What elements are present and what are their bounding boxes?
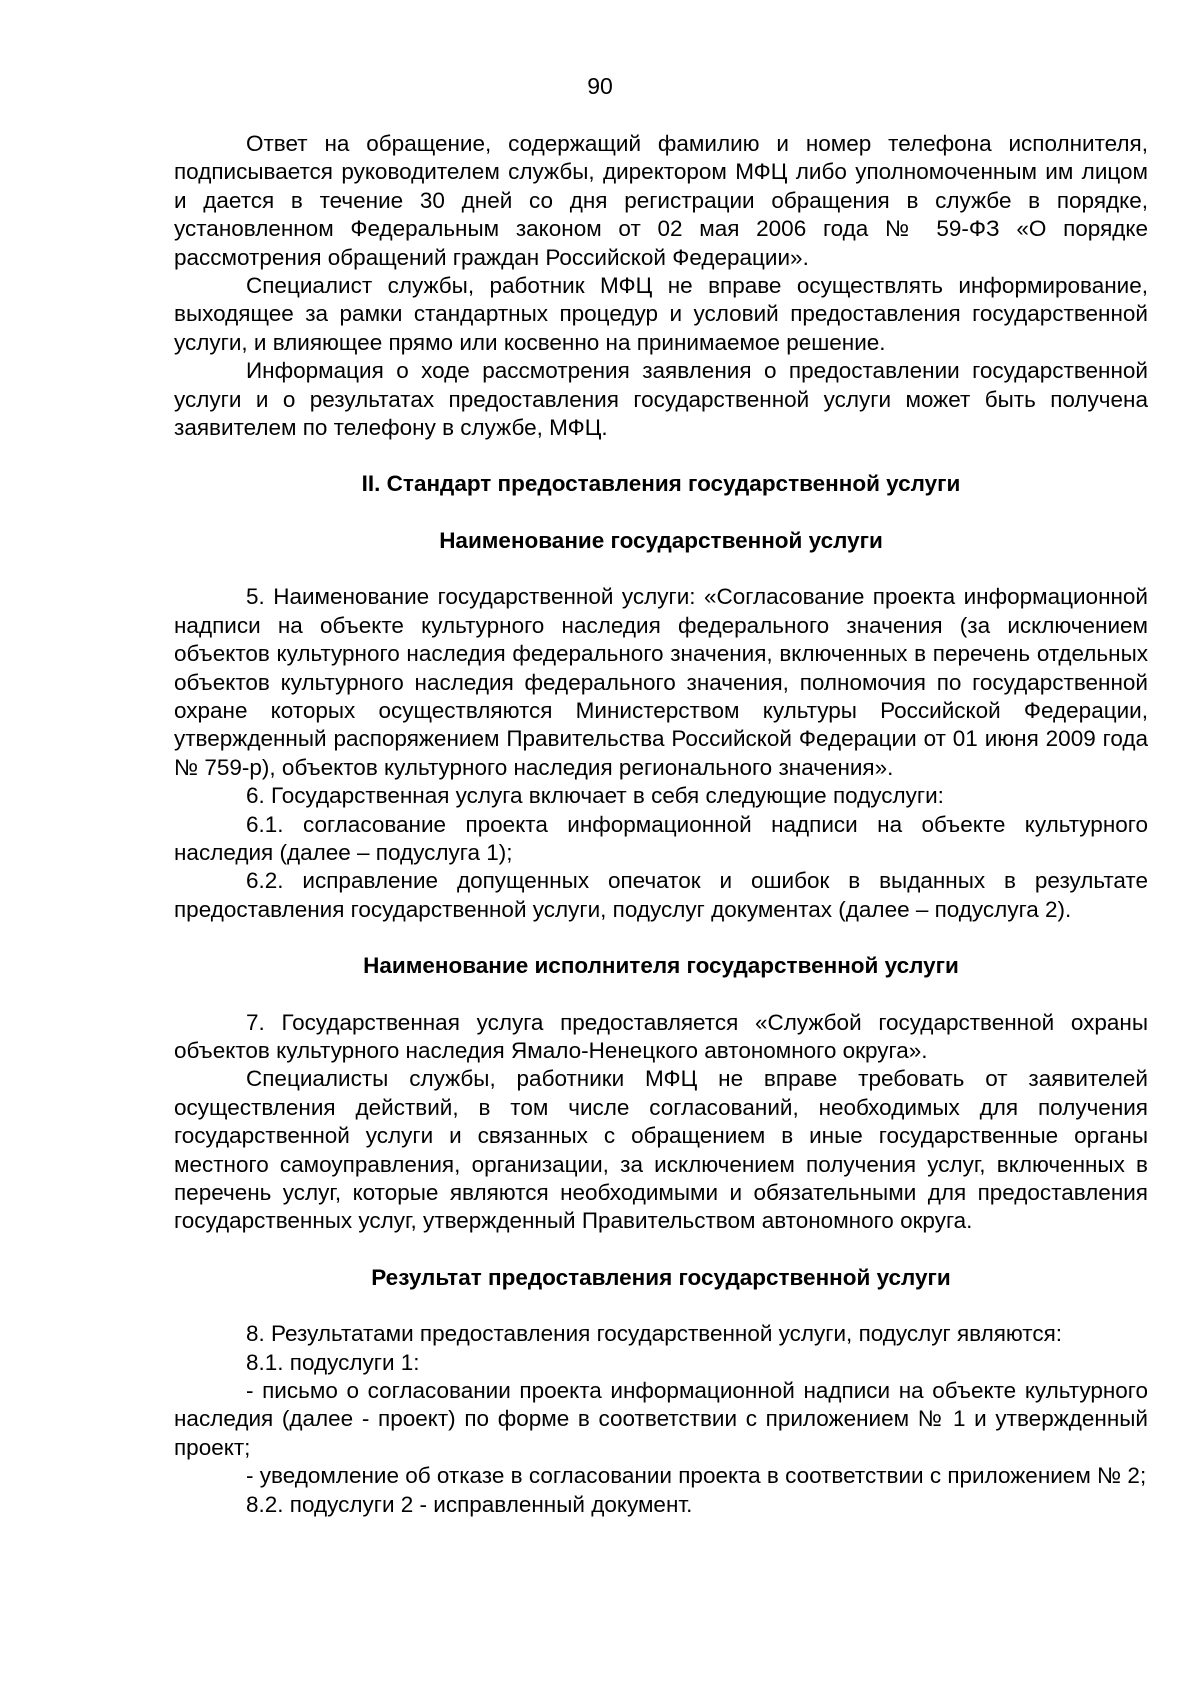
paragraph-specialist: Специалист службы, работник МФЦ не вправе осуществлять информирование, выходящее за рамки стандартных процедур и условий предоставления государственной услуги, и влияющее прямо или косвенно на принимаемое решение. — [174, 273, 1148, 355]
subheading-result: Результат предоставления государственной услуги — [371, 1264, 951, 1290]
paragraph-7: 7. Государственная услуга предоставляется «Службой государственной охраны объектов культурного наследия Ямало-Ненецкого автономного округа». — [174, 1009, 1148, 1063]
page-number: 90 — [587, 73, 613, 99]
paragraph-7-specialists: Специалисты службы, работники МФЦ не вправе требовать от заявителей осуществления действий, в том числе согласований, необходимых для получения государственной услуги и связанных с обращением в иные государственные органы местного самоуправления, организации, за исключением получения услуг, включенных в перечень услуг, которые являются необходимыми и обязательными для предоставления государственных услуг, утвержденный Правительством автономного округа. — [174, 1066, 1148, 1234]
document-body — [174, 130, 1148, 1519]
paragraph-8-1: 8.1. подуслуги 1: — [246, 1349, 420, 1375]
paragraph-6-2: 6.2. исправление допущенных опечаток и ошибок в выданных в результате предоставления государственной услуги, подуслуг документах (далее – подуслуга 2). — [174, 868, 1148, 922]
paragraph-5: 5. Наименование государственной услуги: «Согласование проекта информационной надписи на объекте культурного наследия федерального значения (за исключением объектов культурного наследия федерального значения, включенных в перечень отдельных объектов культурного наследия федерального значения, полномочия по государственной охране которых осуществляются Министерством культуры Российской Федерации, утвержденный распоряжением Правительства Российской Федерации от 01 июня 2009 года № 759-р), объектов культурного наследия регионального значения». — [174, 584, 1148, 780]
section-heading: II. Стандарт предоставления государственной услуги — [361, 471, 961, 497]
paragraph-reply: Ответ на обращение, содержащий фамилию и номер телефона исполнителя, подписывается руководителем службы, директором МФЦ либо уполномоченным им лицом и дается в течение 30 дней со дня регистрации обращения в службе в порядке, установленном Федеральным законом от 02 мая 2006 года № 59-ФЗ «О порядке рассмотрения обращений граждан Российской Федерации». — [174, 131, 1148, 270]
paragraph-6: 6. Государственная услуга включает в себя следующие подуслуги: — [246, 783, 944, 809]
subheading-service-name: Наименование государственной услуги — [439, 527, 883, 553]
subheading-executor: Наименование исполнителя государственной услуги — [363, 953, 959, 979]
paragraph-8-1-letter: - письмо о согласовании проекта информационной надписи на объекте культурного наследия (далее - проект) по форме в соответствии с приложением № 1 и утвержденный проект; — [174, 1378, 1148, 1460]
paragraph-8-2: 8.2. подуслуги 2 - исправленный документ. — [246, 1491, 693, 1517]
paragraph-8-1-refusal: - уведомление об отказе в согласовании проекта в соответствии с приложением № 2; — [246, 1463, 1147, 1489]
paragraph-6-1: 6.1. согласование проекта информационной надписи на объекте культурного наследия (далее – подуслуга 1); — [174, 811, 1148, 865]
paragraph-8: 8. Результатами предоставления государственной услуги, подуслуг являются: — [246, 1321, 1063, 1347]
paragraph-information: Информация о ходе рассмотрения заявления о предоставлении государственной услуги и о результатах предоставления государственной услуги может быть получена заявителем по телефону в службе, МФЦ. — [174, 358, 1148, 441]
